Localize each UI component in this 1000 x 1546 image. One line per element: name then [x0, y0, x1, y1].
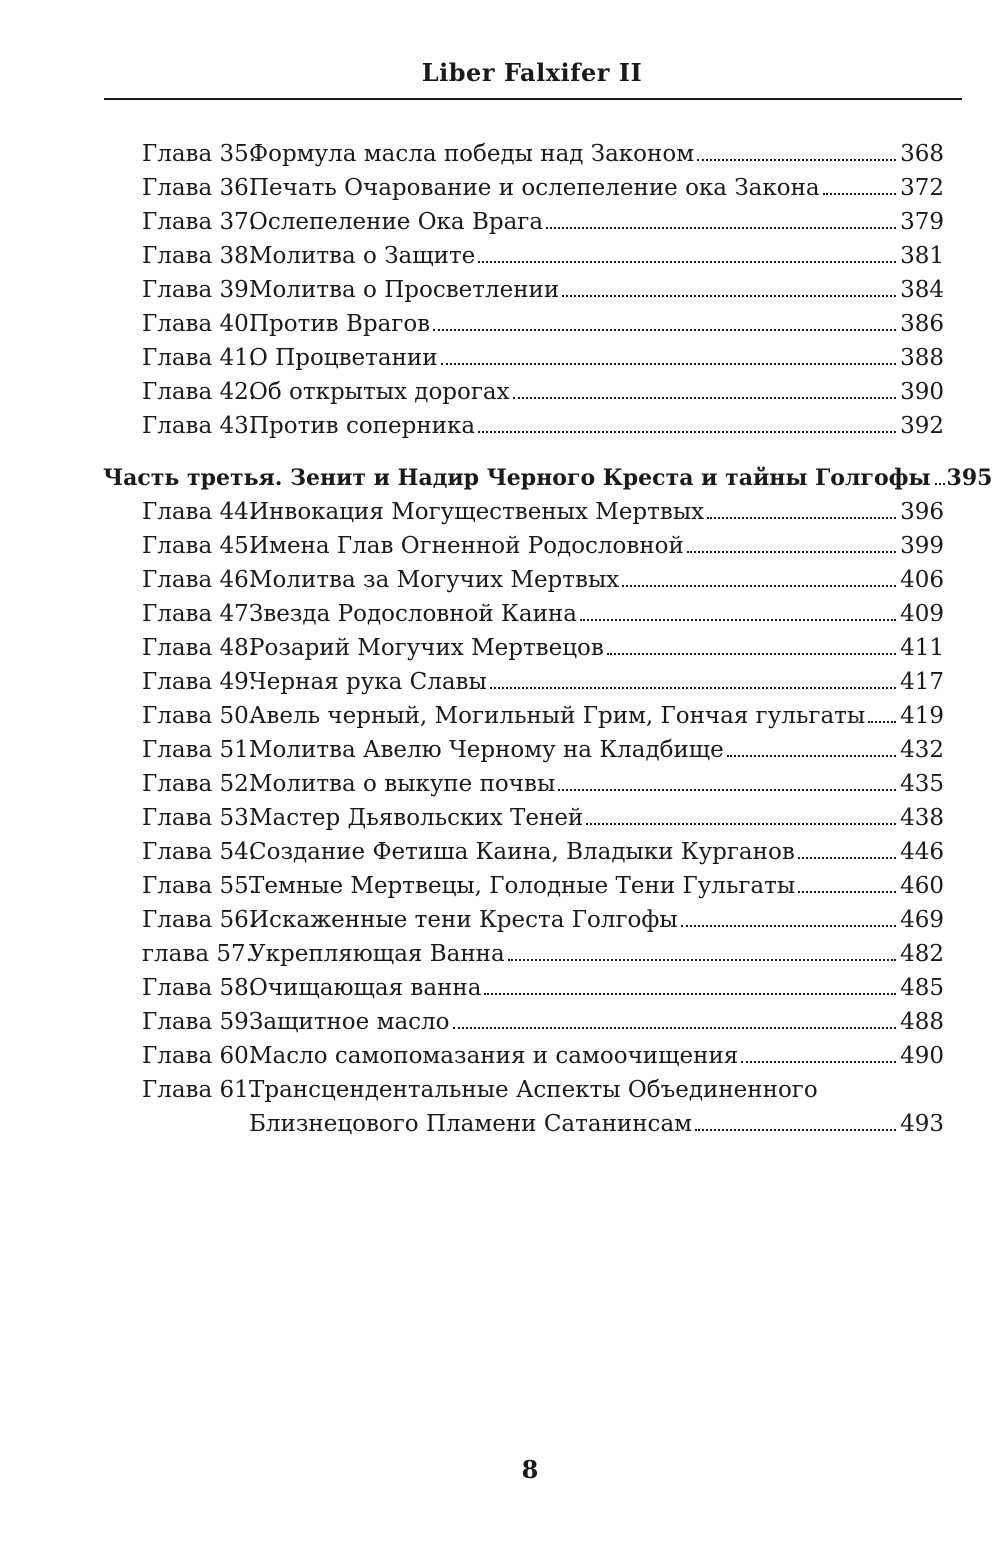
dot-leader	[798, 891, 896, 893]
chapter-title: Укрепляющая Ванна	[249, 941, 505, 967]
chapter-page: 386	[900, 311, 944, 337]
chapter-title: Темные Мертвецы, Голодные Тени Гульгаты	[249, 873, 796, 899]
part-title: Часть третья. Зенит и Надир Черного Креста и тайны Голгофы	[103, 465, 931, 491]
dot-leader	[441, 363, 897, 365]
toc-entry	[0, 237, 1000, 271]
toc-entry	[0, 271, 1000, 305]
chapter-title: Инвокация Могущественых Мертвых	[249, 499, 705, 525]
chapter-page: 379	[900, 209, 944, 235]
toc-entry	[0, 305, 1000, 339]
dot-leader	[695, 1129, 896, 1131]
chapter-title: Против соперника	[249, 413, 476, 439]
chapter-page: 488	[900, 1009, 944, 1035]
chapter-title: Печать Очарование и ослепеление ока Закона	[249, 175, 820, 201]
chapter-page: 384	[900, 277, 944, 303]
toc-entry	[0, 799, 1000, 833]
chapter-number: Глава 55.	[142, 873, 257, 899]
chapter-page: 409	[900, 601, 944, 627]
dot-leader	[484, 993, 896, 995]
toc-entry	[0, 935, 1000, 969]
dot-leader	[607, 653, 896, 655]
chapter-title: Молитва о выкупе почвы	[249, 771, 556, 797]
toc-entry-last-line-1	[0, 1071, 1000, 1105]
chapter-number: Глава 53.	[142, 805, 257, 831]
table-of-contents	[0, 135, 1000, 1139]
dot-leader	[478, 431, 896, 433]
chapter-page: 390	[900, 379, 944, 405]
toc-entry	[0, 527, 1000, 561]
chapter-page: 435	[900, 771, 944, 797]
dot-leader	[558, 789, 896, 791]
chapter-number: Глава 45.	[142, 533, 257, 559]
chapter-title: Очищающая ванна	[249, 975, 482, 1001]
chapter-page: 368	[900, 141, 944, 167]
chapter-title: Молитва о Защите	[249, 243, 476, 269]
chapter-title: Масло самопомазания и самоочищения	[249, 1043, 739, 1069]
chapter-number: Глава 37.	[142, 209, 257, 235]
chapter-page: 490	[900, 1043, 944, 1069]
chapter-number: Глава 46.	[142, 567, 257, 593]
toc-entry	[0, 373, 1000, 407]
toc-entry-last-line-2	[0, 1105, 1000, 1139]
chapter-title: Защитное масло	[249, 1009, 450, 1035]
chapter-title: Против Врагов	[249, 311, 431, 337]
dot-leader	[741, 1061, 896, 1063]
dot-leader	[697, 159, 896, 161]
chapter-page: 399	[900, 533, 944, 559]
dot-leader	[562, 295, 896, 297]
chapter-number: Глава 43.	[142, 413, 257, 439]
chapter-number: Глава 42.	[142, 379, 257, 405]
chapter-number: Глава 39.	[142, 277, 257, 303]
chapter-number: Глава 49.	[142, 669, 257, 695]
chapter-title: Авель черный, Могильный Грим, Гончая гульгаты	[249, 703, 866, 729]
chapter-title: Звезда Родословной Каина	[249, 601, 577, 627]
toc-entry	[0, 731, 1000, 765]
chapter-number: Глава 58.	[142, 975, 257, 1001]
chapter-number: Глава 60.	[142, 1043, 257, 1069]
dot-leader	[490, 687, 896, 689]
dot-leader	[453, 1027, 897, 1029]
running-head: Liber Falxifer II	[421, 58, 643, 87]
chapter-page: 438	[900, 805, 944, 831]
chapter-page: 469	[900, 907, 944, 933]
toc-entry	[0, 561, 1000, 595]
toc-entry	[0, 169, 1000, 203]
toc-entry	[0, 765, 1000, 799]
chapter-number: Глава 36.	[142, 175, 257, 201]
toc-entry	[0, 203, 1000, 237]
chapter-title: Об открытых дорогах	[249, 379, 510, 405]
chapter-number: Глава 40.	[142, 311, 257, 337]
dot-leader	[513, 397, 896, 399]
dot-leader	[707, 517, 896, 519]
chapter-number: Глава 35.	[142, 141, 257, 167]
chapter-title: Ослепеление Ока Врага	[249, 209, 544, 235]
toc-entry	[0, 493, 1000, 527]
toc-entry	[0, 663, 1000, 697]
dot-leader	[798, 857, 896, 859]
chapter-number: Глава 59.	[142, 1009, 257, 1035]
toc-entry	[0, 407, 1000, 441]
chapter-title: Молитва о Просветлении	[249, 277, 560, 303]
chapter-page: 372	[900, 175, 944, 201]
chapter-title: Формула масла победы над Законом	[249, 141, 695, 167]
header-rule	[104, 98, 962, 100]
chapter-number: Глава 51.	[142, 737, 257, 763]
dot-leader	[478, 261, 896, 263]
toc-entry	[0, 697, 1000, 731]
chapter-page: 392	[900, 413, 944, 439]
chapter-page: 485	[900, 975, 944, 1001]
chapter-number: Глава 44.	[142, 499, 257, 525]
chapter-number: Глава 48.	[142, 635, 257, 661]
chapter-number: Глава 61.	[142, 1077, 257, 1103]
dot-leader	[580, 619, 896, 621]
chapter-number: Глава 47.	[142, 601, 257, 627]
dot-leader	[868, 721, 896, 723]
chapter-page: 493	[900, 1111, 944, 1137]
dot-leader	[935, 483, 945, 485]
chapter-title: О Процветании	[249, 345, 438, 371]
chapter-number: Глава 56.	[142, 907, 257, 933]
chapter-title: Молитва за Могучих Мертвых	[249, 567, 620, 593]
chapter-page: 460	[900, 873, 944, 899]
chapter-number: Глава 41.	[142, 345, 257, 371]
dot-leader	[586, 823, 896, 825]
dot-leader	[546, 227, 896, 229]
dot-leader	[681, 925, 896, 927]
dot-leader	[508, 959, 896, 961]
part-page: 395	[946, 465, 993, 491]
chapter-title: Имена Глав Огненной Родословной	[249, 533, 684, 559]
chapter-title: Розарий Могучих Мертвецов	[249, 635, 604, 661]
toc-part-entry	[0, 459, 1000, 493]
chapter-number: Глава 52.	[142, 771, 257, 797]
toc-entry	[0, 1003, 1000, 1037]
chapter-title: Мастер Дьявольских Теней	[249, 805, 584, 831]
chapter-page: 388	[900, 345, 944, 371]
chapter-number: Глава 50.	[142, 703, 257, 729]
chapter-page: 482	[900, 941, 944, 967]
toc-group-1	[0, 135, 1000, 441]
toc-entry	[0, 135, 1000, 169]
dot-leader	[823, 193, 896, 195]
page-number: 8	[521, 1455, 539, 1484]
chapter-page: 381	[900, 243, 944, 269]
chapter-page: 419	[900, 703, 944, 729]
chapter-title: Черная рука Славы	[249, 669, 487, 695]
toc-entry	[0, 969, 1000, 1003]
chapter-title-line-1: Трансцендентальные Аспекты Объединенного	[249, 1077, 818, 1103]
chapter-number: Глава 54.	[142, 839, 257, 865]
toc-entry	[0, 833, 1000, 867]
toc-entry	[0, 901, 1000, 935]
dot-leader	[433, 329, 896, 331]
dot-leader	[622, 585, 896, 587]
chapter-page: 432	[900, 737, 944, 763]
chapter-title: Молитва Авелю Черному на Кладбище	[249, 737, 724, 763]
toc-group-2	[0, 493, 1000, 1071]
chapter-title: Создание Фетиша Каина, Владыки Курганов	[249, 839, 795, 865]
chapter-page: 411	[900, 635, 944, 661]
dot-leader	[727, 755, 896, 757]
chapter-number: глава 57.	[142, 941, 253, 967]
chapter-page: 417	[900, 669, 944, 695]
chapter-title: Искаженные тени Креста Голгофы	[249, 907, 678, 933]
toc-entry	[0, 339, 1000, 373]
chapter-page: 446	[900, 839, 944, 865]
chapter-page: 406	[900, 567, 944, 593]
toc-entry	[0, 867, 1000, 901]
chapter-title-line-2: Близнецового Пламени Сатанинсам	[249, 1111, 693, 1137]
toc-entry	[0, 1037, 1000, 1071]
dot-leader	[687, 551, 896, 553]
chapter-number: Глава 38.	[142, 243, 257, 269]
toc-entry	[0, 629, 1000, 663]
toc-entry	[0, 595, 1000, 629]
chapter-page: 396	[900, 499, 944, 525]
